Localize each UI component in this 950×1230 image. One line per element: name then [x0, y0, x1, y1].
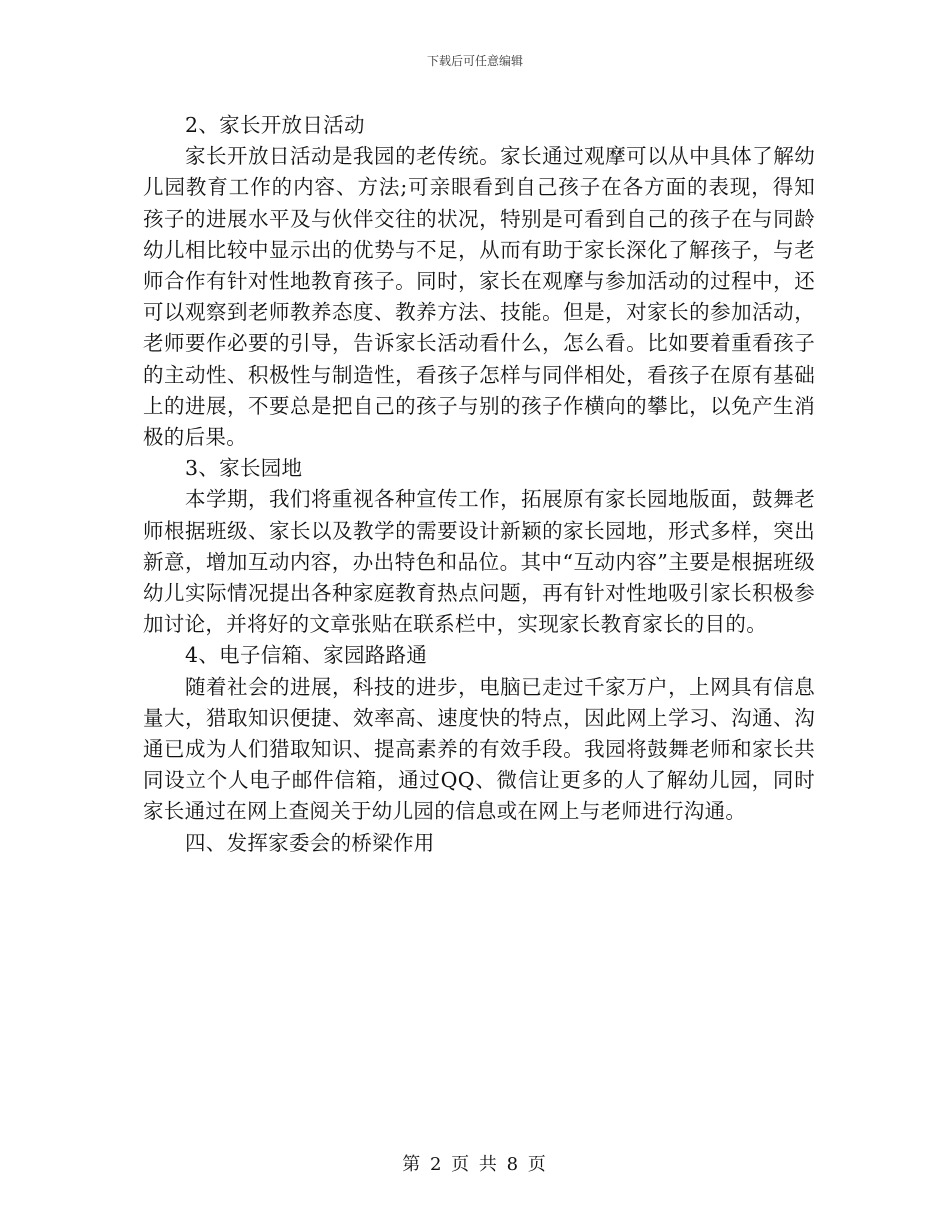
- section-paragraph-parent-garden: 本学期，我们将重视各种宣传工作，拓展原有家长园地版面，鼓舞老师根据班级、家长以及教学的需要设计新颖的家长园地，形式多样，突出新意，增加互动内容，办出特色和品位。其中“互动内容”主要是根据班级幼儿实际情况提出各种家庭教育热点问题，再有针对性地吸引家长积极参加讨论，并将好的文章张贴在联系栏中，实现家长教育家长的目的。: [143, 487, 815, 637]
- section-heading-parent-committee: 四、发挥家委会的桥梁作用: [185, 830, 435, 855]
- page-number-footer: 第 2 页 共 8 页: [402, 1154, 548, 1175]
- section-heading-email-channel: 4、电子信箱、家园路路通: [185, 643, 428, 668]
- section-heading-parent-garden: 3、家长园地: [185, 456, 303, 481]
- document-body: [143, 110, 815, 859]
- section-paragraph-email-channel: 随着社会的进展，科技的进步，电脑已走过千家万户，上网具有信息量大，猎取知识便捷、效率高、速度快的特点，因此网上学习、沟通、沟通已成为人们猎取知识、提高素养的有效手段。我园将鼓舞老师和家长共同设立个人电子邮件信箱，通过QQ、微信让更多的人了解幼儿园，同时家长通过在网上查阅关于幼儿园的信息或在网上与老师进行沟通。: [143, 674, 815, 824]
- page-header: 下载后可任意编辑: [426, 54, 523, 68]
- section-paragraph-parent-open-day: 家长开放日活动是我园的老传统。家长通过观摩可以从中具体了解幼儿园教育工作的内容、方法;可亲眼看到自己孩子在各方面的表现，得知孩子的进展水平及与伙伴交往的状况，特别是可看到自己的孩子在与同龄幼儿相比较中显示出的优势与不足，从而有助于家长深化了解孩子，与老师合作有针对性地教育孩子。同时，家长在观摩与参加活动的过程中，还可以观察到老师教养态度、教养方法、技能。但是，对家长的参加活动，老师要作必要的引导，告诉家长活动看什么，怎么看。比如要着重看孩子的主动性、积极性与制造性，看孩子怎样与同伴相处，看孩子在原有基础上的进展，不要总是把自己的孩子与别的孩子作横向的攀比，以免产生消极的后果。: [143, 144, 815, 450]
- section-heading-parent-open-day: 2、家长开放日活动: [185, 113, 365, 137]
